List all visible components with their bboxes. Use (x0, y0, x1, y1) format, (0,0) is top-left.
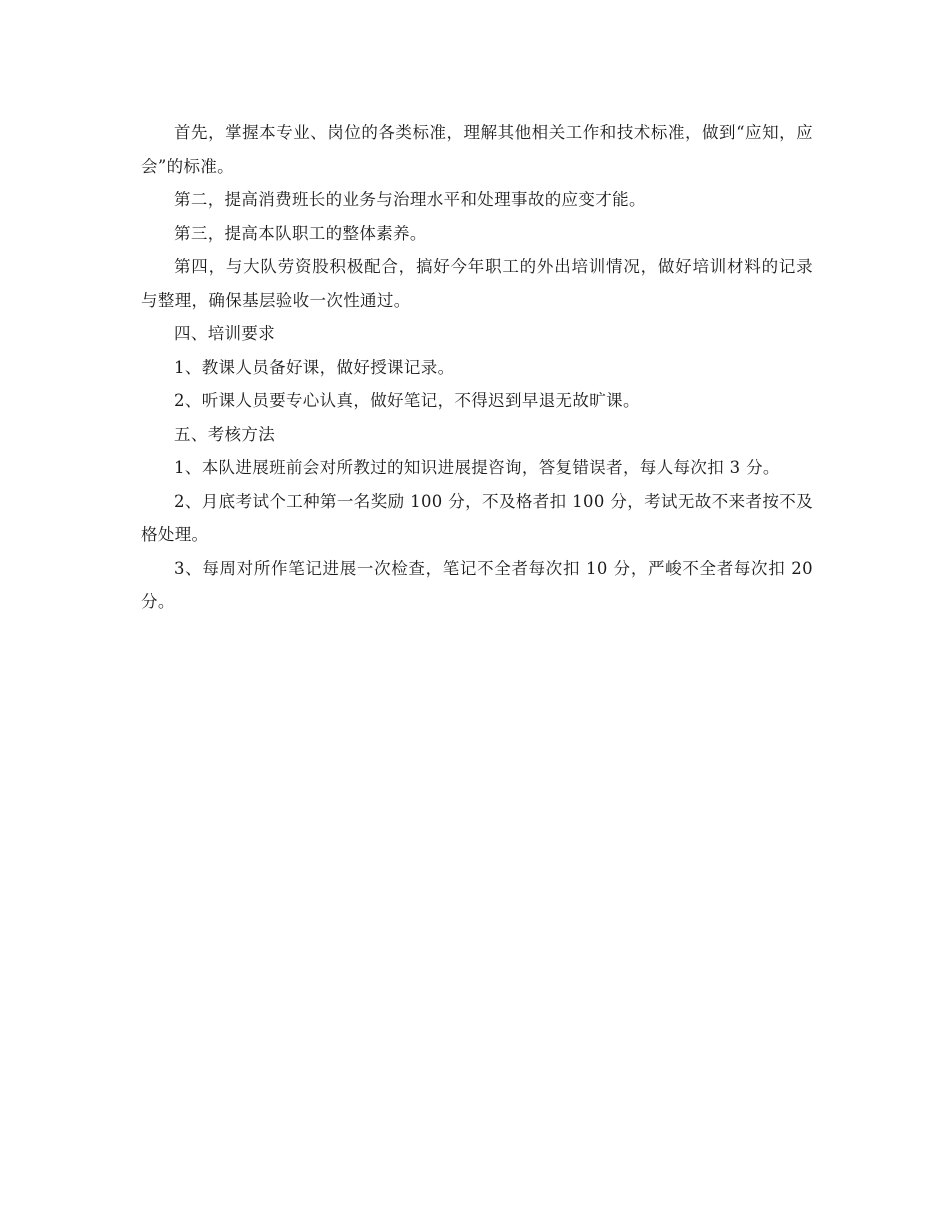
paragraph-objective-second: 第二，提高消费班长的业务与治理水平和处理事故的应变才能。 (174, 190, 646, 209)
paragraph-objective-third: 第三，提高本队职工的整体素养。 (174, 223, 427, 243)
paragraph-objective-first: 首先，掌握本专业、岗位的各类标准，理解其他相关工作和技术标准，做到“应知，应会”的标准。 (141, 123, 813, 176)
paragraph-assessment-1: 1、本队进展班前会对所教过的知识进展提咨询，答复错误者，每人每次扣 3 分。 (174, 458, 780, 477)
document-body (141, 116, 813, 619)
section-heading-assessment-methods: 五、考核方法 (174, 424, 276, 444)
paragraph-assessment-3: 3、每周对所作笔记进展一次检查，笔记不全者每次扣 10 分，严峻不全者每次扣 20 分。 (141, 558, 813, 611)
paragraph-assessment-2: 2、月底考试个工种第一名奖励 100 分，不及格者扣 100 分，考试无故不来者按不及格处理。 (141, 491, 813, 544)
section-heading-training-requirements: 四、培训要求 (174, 324, 276, 343)
paragraph-requirement-1: 1、教课人员备好课，做好授课记录。 (174, 357, 455, 377)
paragraph-requirement-2: 2、听课人员要专心认真，做好笔记，不得迟到早退无故旷课。 (174, 391, 640, 410)
paragraph-objective-fourth: 第四，与大队劳资股积极配合，搞好今年职工的外出培训情况，做好培训材料的记录与整理，确保基层验收一次性通过。 (141, 257, 813, 310)
